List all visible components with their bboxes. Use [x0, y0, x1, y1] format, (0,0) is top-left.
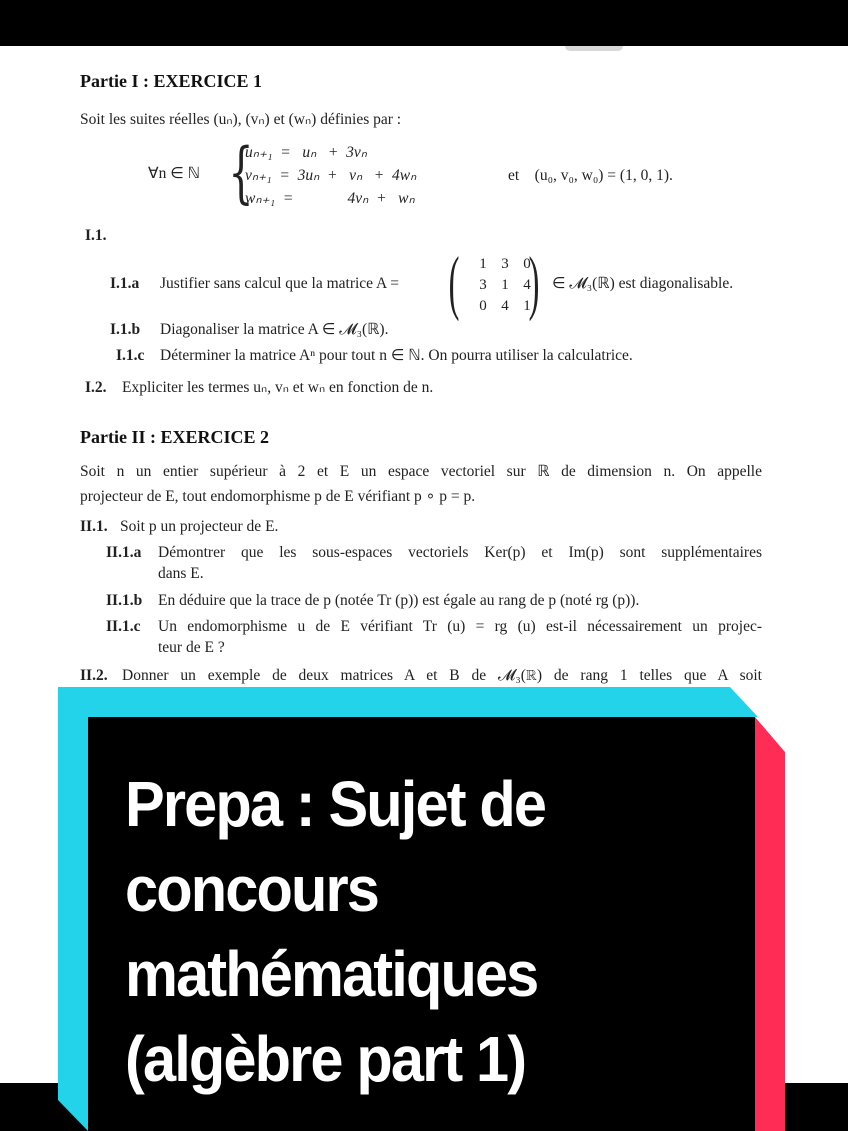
i1c-text: Déterminer la matrice Aⁿ pour tout n ∈ ℕ. On pourra utiliser la calculatrice.: [160, 347, 633, 364]
matrix-A: ( 1 3 0 3 1 4 0 4 1 ): [448, 242, 540, 322]
title-line: Prepa : Sujet de: [125, 768, 546, 840]
ii1c-line2: teur de E ?: [158, 639, 225, 656]
i1a-text: Justifier sans calcul que la matrice A =: [160, 275, 400, 292]
i1a-label: I.1.a: [110, 275, 140, 292]
initial-values: et (u₀, v₀, w₀) = (1, 0, 1).: [508, 167, 673, 184]
i2-text: Expliciter les termes uₙ, vₙ et wₙ en fonction de n.: [122, 379, 434, 396]
matrix-entry: 4: [501, 298, 509, 314]
matrix-entry: 3: [479, 277, 487, 293]
matrix-entry: 0: [523, 256, 531, 272]
forall-label: ∀n ∈ ℕ: [148, 165, 201, 182]
p2-line2: projecteur de E, tout endomorphisme p de E vérifiant p ∘ p = p.: [80, 488, 476, 505]
ii2-text: Donner un exemple de deux matrices A et B de 𝓜₃(ℝ) de rang 1 telles que A soit: [122, 667, 762, 684]
i1a-end: ∈ 𝓜₃(ℝ) est diagonalisable.: [552, 275, 734, 292]
system-row: vₙ₊₁ = 3uₙ + vₙ + 4wₙ: [245, 167, 417, 184]
matrix-entry: 0: [479, 298, 487, 314]
system-row: uₙ₊₁ = uₙ + 3vₙ: [245, 144, 367, 161]
part2-heading: Partie II : EXERCICE 2: [80, 427, 269, 447]
system-row: wₙ₊₁ = 4vₙ + wₙ: [245, 190, 415, 207]
matrix-entry: 4: [523, 277, 531, 293]
ii2-label: II.2.: [80, 667, 108, 684]
brace: {: [228, 134, 254, 211]
part1-heading: Partie I : EXERCICE 1: [80, 71, 262, 91]
i1c-label: I.1.c: [116, 347, 145, 364]
matrix-entry: 3: [501, 256, 509, 272]
matrix-entry: 1: [501, 277, 509, 293]
p2-line1: Soit n un entier supérieur à 2 et E un espace vectoriel sur ℝ de dimension n. On appelle: [80, 463, 762, 480]
ii1c-label: II.1.c: [106, 618, 141, 635]
title-line: (algèbre part 1): [125, 1023, 526, 1095]
title-line: concours: [125, 853, 379, 925]
ii1b-label: II.1.b: [106, 592, 143, 609]
ii1a-line1: Démontrer que les sous-espaces vectoriels Ker(p) et Im(p) sont supplémentaires: [158, 544, 762, 561]
pink-frame: [755, 717, 785, 1131]
ii1b-text: En déduire que la trace de p (notée Tr (p)) est égale au rang de p (noté rg (p)).: [158, 592, 640, 609]
ii1a-label: II.1.a: [106, 544, 142, 561]
ii1c-line1: Un endomorphisme u de E vérifiant Tr (u) = rg (u) est-il nécessairement un projec-: [158, 618, 762, 635]
ii1a-line2: dans E.: [158, 565, 204, 582]
i2-label: I.2.: [85, 379, 107, 396]
i1b-text: Diagonaliser la matrice A ∈ 𝓜₃(ℝ).: [160, 321, 389, 338]
ii1-label: II.1.: [80, 518, 108, 535]
i1b-label: I.1.b: [110, 321, 141, 338]
intro-text: Soit les suites réelles (uₙ), (vₙ) et (wₙ) définies par :: [80, 111, 402, 128]
i1-label: I.1.: [85, 227, 107, 244]
ii1-text: Soit p un projecteur de E.: [120, 518, 279, 535]
title-line: mathématiques: [125, 938, 538, 1010]
matrix-entry: 1: [523, 298, 531, 314]
matrix-entry: 1: [479, 256, 487, 272]
